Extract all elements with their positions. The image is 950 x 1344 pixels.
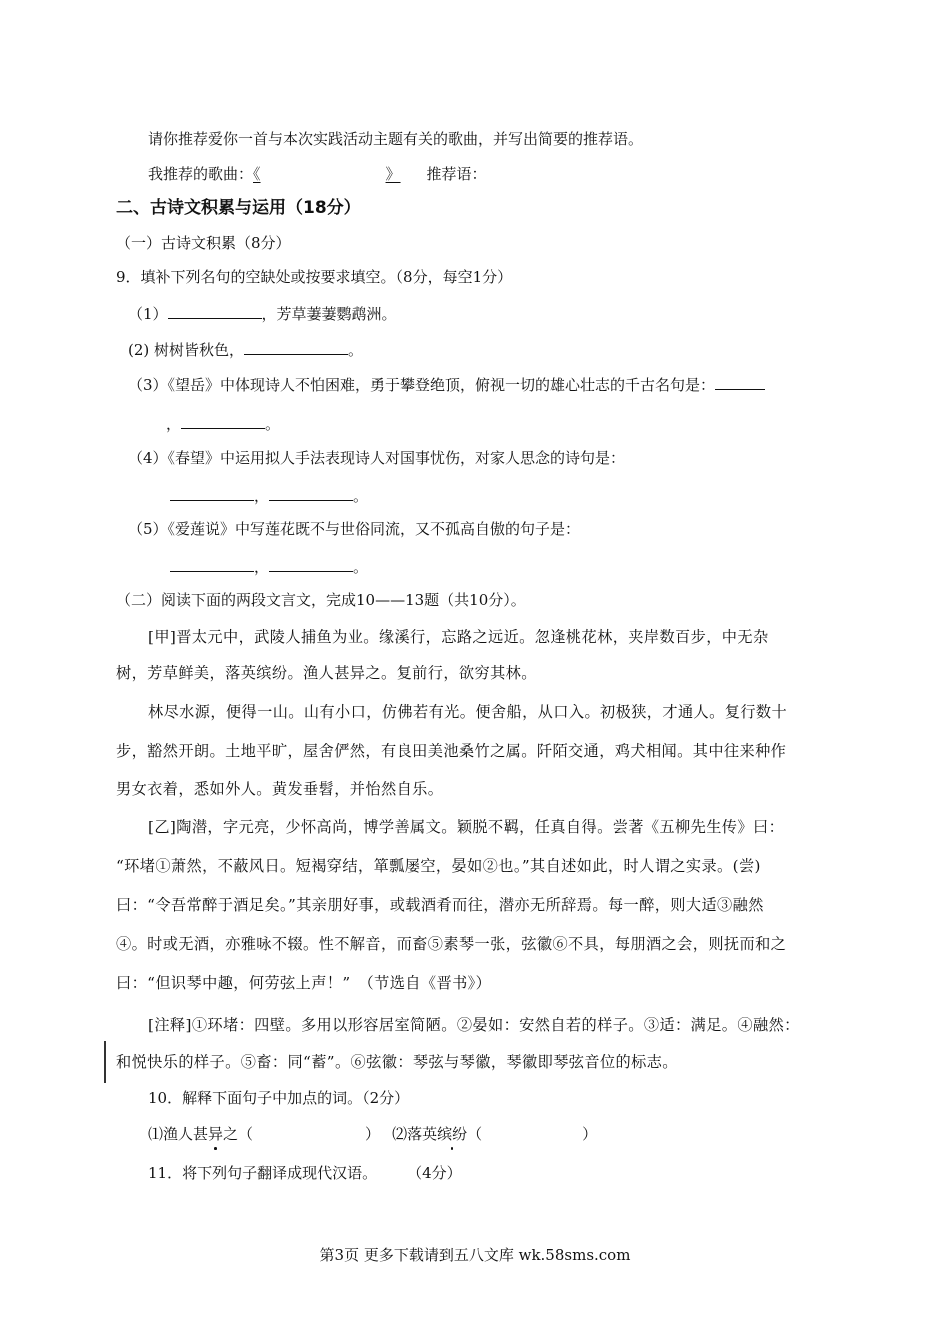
q9-item-1: （1） ，芳草萋萋鹦鹉洲。: [128, 305, 397, 323]
passage-jia-line: 男女衣着，悉如外人。黄发垂髫，并怡然自乐。: [116, 780, 444, 798]
answer-blank[interactable]: [715, 374, 765, 390]
answer-blank[interactable]: [168, 303, 262, 319]
q11-stem: 11．将下列句子翻译成现代汉语。 （4分）: [148, 1164, 462, 1182]
song-title-blank[interactable]: 《 》: [253, 165, 401, 183]
answer-blank[interactable]: [170, 556, 254, 572]
q9-item-4: （4）《春望》中运用拟人手法表现诗人对国事忧伤，对家人思念的诗句是：: [128, 449, 626, 467]
dotted-word: 异: [208, 1125, 224, 1143]
answer-blank[interactable]: [170, 485, 254, 501]
passage-jia-line: 步，豁然开朗。土地平旷，屋舍俨然，有良田美池桑竹之属。阡陌交通，鸡犬相闻。其中往来种作: [116, 742, 787, 760]
q9-item-4-cont: ， 。: [170, 485, 368, 506]
page-footer: 第3页 更多下载请到五八文库 wk.58sms.com: [319, 1246, 631, 1264]
answer-blank[interactable]: [269, 556, 353, 572]
passage-yi-line: ④。时或无酒，亦雅咏不辍。性不解音，而畜⑤素琴一张，弦徽⑥不具，每朋酒之会，则抚而和之: [116, 935, 787, 953]
intro-prompt: 请你推荐爱你一首与本次实践活动主题有关的歌曲，并写出简要的推荐语。: [148, 130, 644, 148]
q9-stem: 9．填补下列名句的空缺处或按要求填空。（8分，每空1分）: [116, 268, 513, 286]
margin-bar: [104, 1041, 106, 1083]
passage-yi-line: 曰：“令吾常醉于酒足矣。”其亲朋好事，或载酒肴而往，潜亦无所辞焉。每一醉，则大适③融然: [116, 896, 764, 914]
notes-line: [注释]①环堵：四壁。多用以形容居室简陋。②晏如：安然自若的样子。③适：满足。④融然：: [148, 1016, 800, 1034]
q9-item-3-cont: ， 。: [166, 415, 281, 433]
reason-label: 推荐语：: [426, 165, 487, 183]
q10-items: ⑴渔人甚异之（ ） ⑵落英缤纷（ ）: [148, 1125, 598, 1143]
dotted-word: 缤纷: [437, 1125, 468, 1143]
answer-blank[interactable]: [181, 413, 265, 429]
q9-item-3: （3）《望岳》中体现诗人不怕困难，勇于攀登绝顶，俯视一切的雄心壮志的千古名句是：: [128, 374, 765, 395]
q9-item-2: (2) 树树皆秋色， 。: [128, 341, 364, 359]
section-2-title: 二、古诗文积累与运用（18分）: [116, 198, 361, 218]
part-1-title: （一）古诗文积累（8分）: [116, 234, 291, 252]
song-label: 我推荐的歌曲：: [148, 165, 254, 183]
q9-item-5-cont: ， 。: [170, 556, 368, 577]
passage-jia-line: 树，芳草鲜美，落英缤纷。渔人甚异之。复前行，欲穷其林。: [116, 664, 537, 682]
q9-item-5: （5）《爱莲说》中写莲花既不与世俗同流，又不孤高自傲的句子是：: [128, 520, 581, 538]
part-2-title: （二）阅读下面的两段文言文，完成10——13题（共10分）。: [116, 591, 526, 609]
passage-yi-line: 曰：“但识琴中趣，何劳弦上声！” （节选自《晋书》）: [116, 974, 492, 992]
answer-blank[interactable]: [244, 339, 348, 355]
passage-jia-line: 林尽水源，便得一山。山有小口，仿佛若有光。便舍船，从口入。初极狭，才通人。复行数十: [148, 703, 788, 721]
q10-stem: 10．解释下面句子中加点的词。（2分）: [148, 1089, 410, 1107]
answer-blank[interactable]: [269, 485, 353, 501]
passage-yi-line: “环堵①萧然，不蔽风日。短褐穿结，箪瓢屡空，晏如②也。”其自述如此，时人谓之实录。(尝): [116, 857, 761, 875]
passage-jia-line: [甲]晋太元中，武陵人捕鱼为业。缘溪行，忘路之远近。忽逢桃花林，夹岸数百步，中无杂: [148, 628, 769, 646]
notes-line: 和悦快乐的样子。⑤畜：同“蓄”。⑥弦徽：琴弦与琴徽，琴徽即琴弦音位的标志。: [116, 1053, 678, 1071]
song-recommend-line: [148, 164, 487, 184]
passage-yi-line: [乙]陶潜，字元亮，少怀高尚，博学善属文。颖脱不羁，任真自得。尝著《五柳先生传》曰：: [148, 818, 785, 836]
